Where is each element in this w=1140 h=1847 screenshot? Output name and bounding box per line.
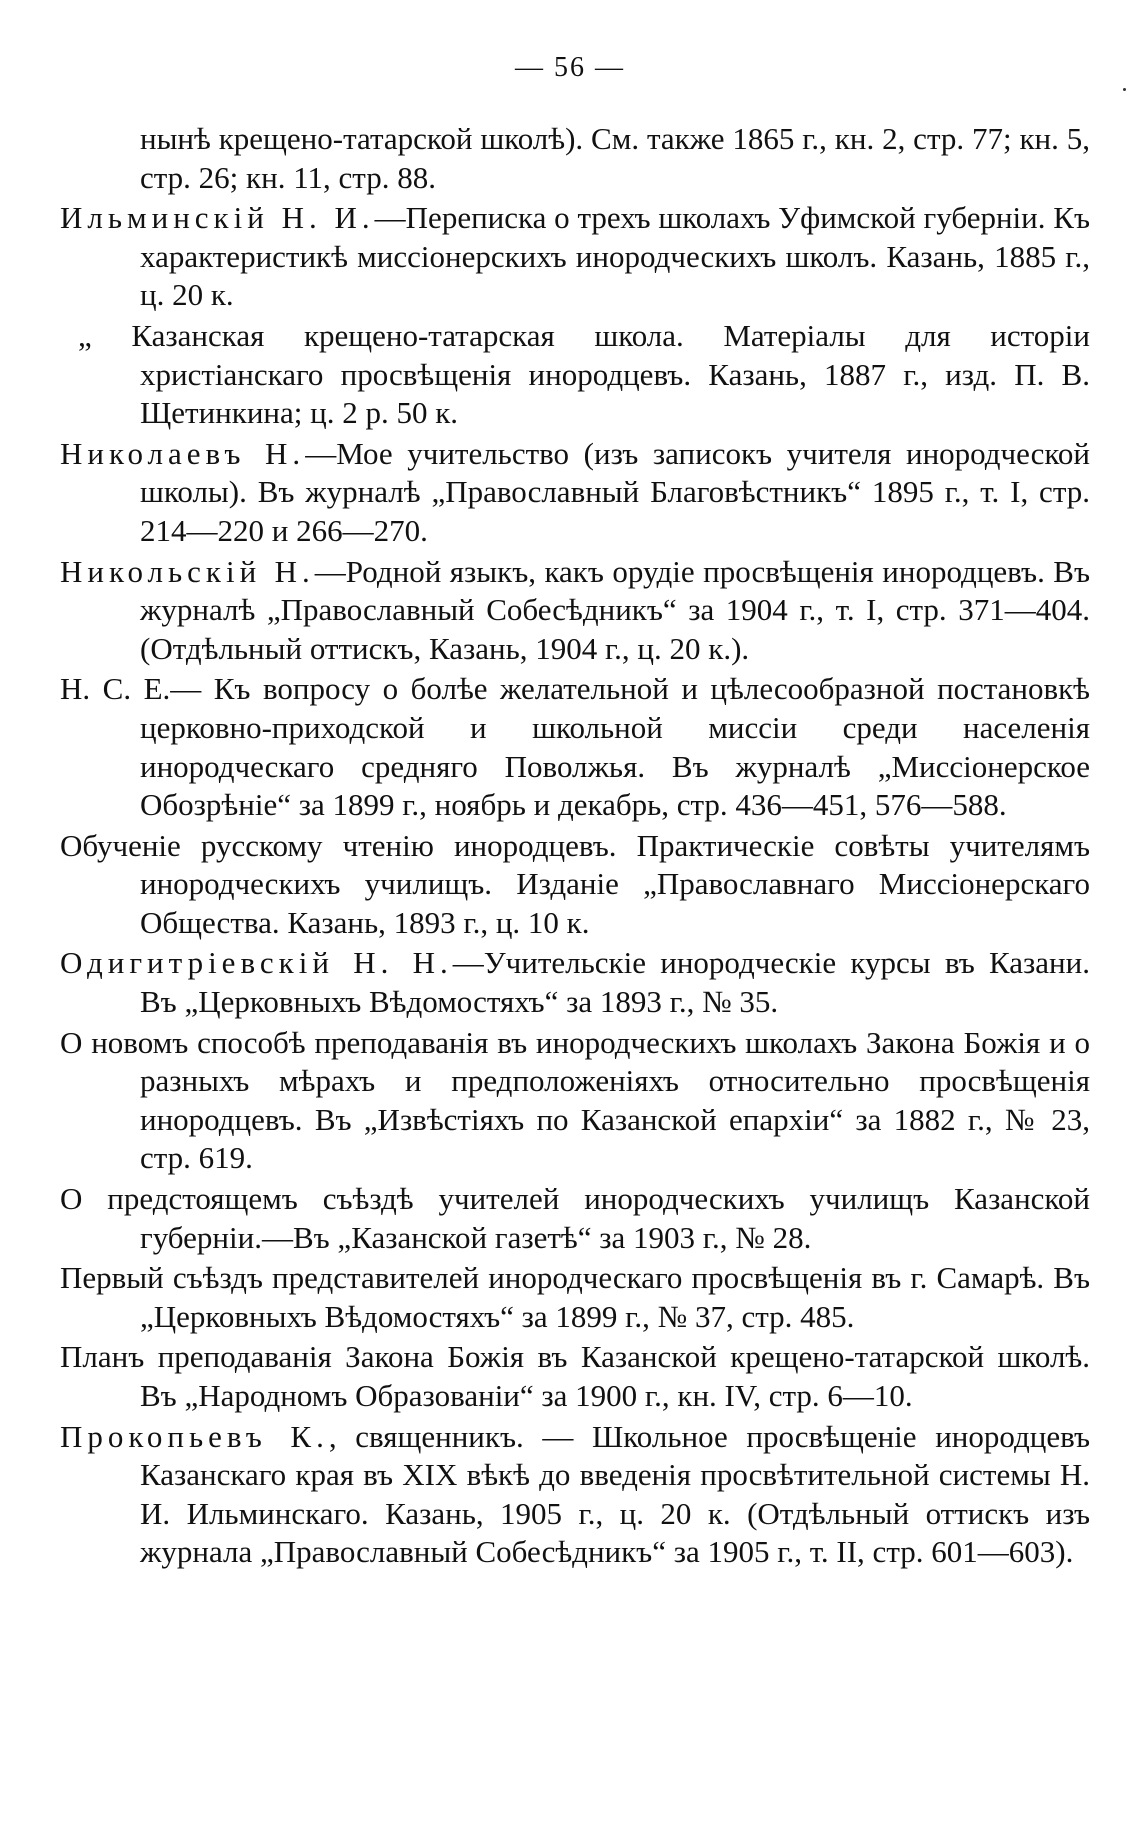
entry-text: Н. С. Е.— Къ вопросу о болѣе желательной и цѣлесообразной постановкѣ церковно-приходской и школьной миссіи среди населенія инородческаго средняго Поволжья. Въ журналѣ „Миссіонерское Обозрѣніе“ за 1899 г., ноябрь и декабрь, стр. 436—451, 576—588. [60, 671, 1090, 823]
entry-text: Обученіе русскому чтенію инородцевъ. Практическіе совѣты учителямъ инородческихъ училищъ. Изданіе „Православнаго Миссіонерскаго Общества. Казань, 1893 г., ц. 10 к. [60, 827, 1090, 940]
entry-text: —Родной языкъ, какъ орудіе просвѣщенія инородцевъ. Въ журналѣ „Православный Собесѣдникъ“ за 1904 г., т. I, стр. 371—404. (Отдѣльный оттискъ, Казань, 1904 г., ц. 20 к.). [140, 553, 1090, 666]
bibliography-entry [60, 435, 1090, 551]
bibliography-list [60, 120, 1090, 1574]
bibliography-entry [60, 944, 1090, 1021]
bibliography-entry [60, 1024, 1090, 1178]
bibliography-entry [60, 1418, 1090, 1572]
bibliography-entry [60, 670, 1090, 824]
entry-author: Ильминскій Н. И. [60, 200, 375, 236]
entry-text: —Переписка о трехъ школахъ Уфимской губерніи. Къ характеристикѣ миссіонерскихъ инородческихъ школъ. Казань, 1885 г., ц. 20 к. [140, 200, 1090, 313]
entry-author: Прокопьевъ К. [60, 1418, 329, 1454]
entry-author: Николаевъ Н. [60, 435, 306, 471]
entry-text: Казанская крещено-татарская школа. Матеріалы для исторіи христіанскаго просвѣщенія инородцевъ. Казань, 1887 г., изд. П. В. Щетинкина; ц. 2 р. 50 к. [91, 317, 1090, 431]
entry-author: Никольскій Н. [60, 553, 315, 589]
bibliography-entry [60, 317, 1090, 433]
entry-author: Одигитріевскій Н. Н. [60, 945, 453, 981]
entry-text: О предстоящемъ съѣздѣ учителей инородческихъ училищъ Казанской губерніи.—Въ „Казанской газетѣ“ за 1903 г., № 28. [60, 1181, 1090, 1255]
print-speck [1123, 88, 1126, 91]
entry-text: Планъ преподаванія Закона Божія въ Казанской крещено-татарской школѣ. Въ „Народномъ Образованіи“ за 1900 г., кн. IV, стр. 6—10. [60, 1339, 1090, 1413]
bibliography-entry [60, 199, 1090, 315]
bibliography-entry [60, 827, 1090, 943]
ditto-mark: „ [78, 317, 92, 353]
entry-text: Первый съѣздъ представителей инородческаго просвѣщенія въ г. Самарѣ. Въ „Церковныхъ Вѣдомостяхъ“ за 1899 г., № 37, стр. 485. [60, 1260, 1090, 1334]
page-number: — 56 — [515, 52, 625, 83]
bibliography-entry [60, 1259, 1090, 1336]
bibliography-entry [60, 1338, 1090, 1415]
entry-text: нынѣ крещено-татарской школѣ). См. также 1865 г., кн. 2, стр. 77; кн. 5, стр. 26; кн. 11, стр. 88. [140, 121, 1090, 195]
entry-text: —Мое учительство (изъ записокъ учителя инородческой школы). Въ журналѣ „Православный Благовѣстникъ“ 1895 г., т. I, стр. 214—220 и 266—270. [140, 435, 1090, 548]
bibliography-entry [60, 1180, 1090, 1257]
entry-text: —Учительскіе инородческіе курсы въ Казани. Въ „Церковныхъ Вѣдомостяхъ“ за 1893 г., № 35. [140, 945, 1090, 1020]
entry-text: О новомъ способѣ преподаванія въ инородческихъ школахъ Закона Божія и о разныхъ мѣрахъ и предположеніяхъ относительно просвѣщенія инородцевъ. Въ „Извѣстіяхъ по Казанской епархіи“ за 1882 г., № 23, стр. 619. [60, 1024, 1090, 1176]
entry-text: , священникъ. — Школьное просвѣщеніе инородцевъ Казанскаго края въ XIX вѣкѣ до введенія просвѣтительной системы Н. И. Ильминскаго. Казань, 1905 г., ц. 20 к. (Отдѣльный оттискъ изъ журнала „Православный Собесѣдникъ“ за 1905 г., т. II, стр. 601—603). [140, 1418, 1090, 1570]
bibliography-entry [60, 120, 1090, 197]
bibliography-entry [60, 553, 1090, 669]
